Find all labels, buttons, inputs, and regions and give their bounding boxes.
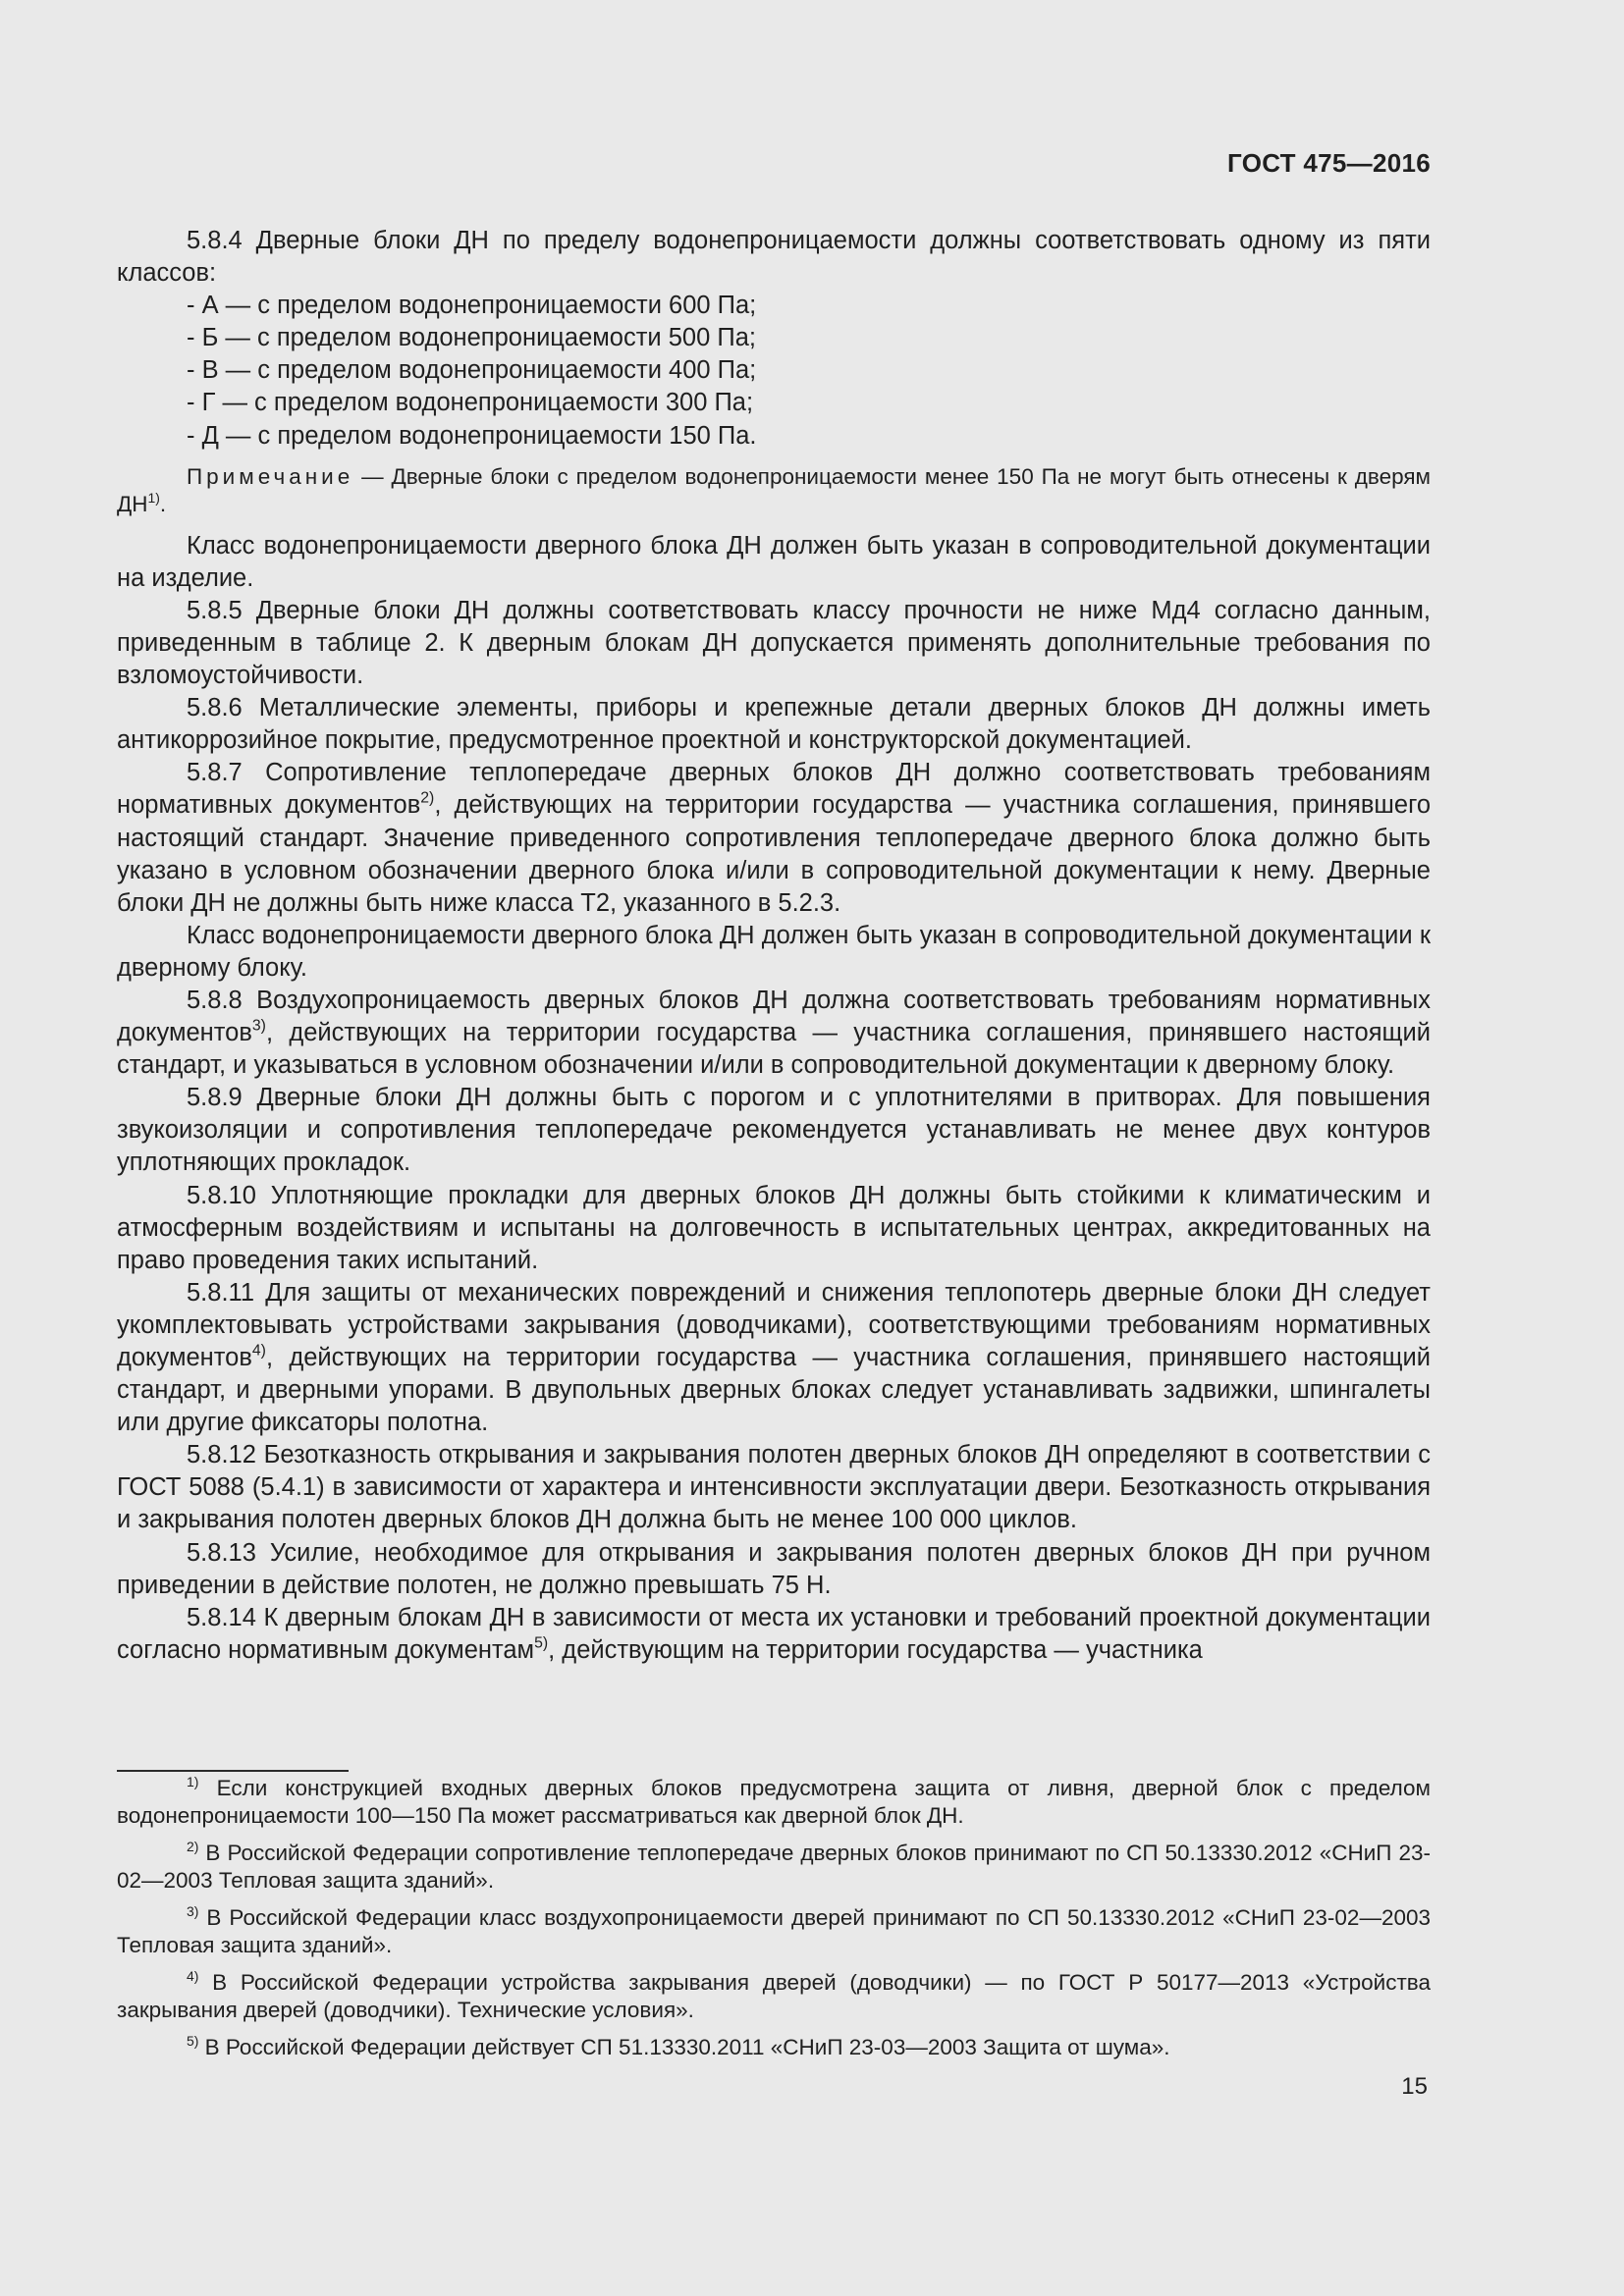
paragraph-5-8-7-a: 5.8.7 Сопротивление теплопередаче дверных блоков ДН должно соответствовать требованиям нормативных документов <box>117 759 1431 820</box>
paragraph-5-8-8-b: , действующих на территории государства — участника соглашения, принявшего настоящий стандарт, и указываться в условном обозначении и/или в сопроводительной документации к дверному блоку. <box>117 1019 1431 1080</box>
paragraph-5-8-13: 5.8.13 Усилие, необходимое для открывания и закрывания полотен дверных блоков ДН при ручном приведении в действие полотен, не должно превышать 75 Н. <box>117 1538 1431 1599</box>
footnote-mark: 2) <box>187 1839 199 1855</box>
footnote-text: В Российской Федерации класс воздухопроницаемости дверей принимают по СП 50.13330.2012 «СНиП 23-02—2003 Тепловая защита зданий». <box>117 1905 1431 1957</box>
paragraph-5-8-11-a: 5.8.11 Для защиты от механических повреждений и снижения теплопотерь дверные блоки ДН следует укомплектовывать устройствами закрывания (доводчиками), соответствующими требованиям нормативных документов <box>117 1278 1431 1371</box>
footnote-mark: 1) <box>187 1773 199 1789</box>
footnote-text: В Российской Федерации сопротивление теплопередаче дверных блоков принимают по СП 50.13330.2012 «СНиП 23-02—2003 Тепловая защита зданий». <box>117 1841 1431 1893</box>
class-item-v: - В — с пределом водонепроницаемости 400 Па; <box>187 356 757 385</box>
paragraph-class-1: Класс водонепроницаемости дверного блока ДН должен быть указан в сопроводительной документации на изделие. <box>117 531 1431 592</box>
footnote-4 <box>117 1969 1431 2024</box>
class-item-g: - Г — с пределом водонепроницаемости 300 Па; <box>187 389 754 417</box>
paragraph-5-8-5: 5.8.5 Дверные блоки ДН должны соответствовать классу прочности не ниже Мд4 согласно данным, приведенным в таблице 2. К дверным блокам ДН допускается применять дополнительные требования по взломоустойчивости. <box>117 596 1431 690</box>
footnote-ref-3: 3) <box>251 1017 266 1035</box>
footnote-ref-2: 2) <box>420 790 435 808</box>
page-number: 15 <box>1401 2073 1428 2100</box>
paragraph-5-8-4: 5.8.4 Дверные блоки ДН по пределу водонепроницаемости должны соответствовать одному из пяти классов: <box>117 227 1431 288</box>
paragraph-class-2: Класс водонепроницаемости дверного блока ДН должен быть указан в сопроводительной документации к дверному блоку. <box>117 921 1431 982</box>
paragraph-5-8-7-b: , действующих на территории государства — участника соглашения, принявшего настоящий стандарт. Значение приведенного сопротивления теплопередаче дверного блока должно быть указано в условном обозначении дверного блока и/или в сопроводительной документации к нему. Дверные блоки ДН не должны быть ниже класса Т2, указанного в 5.2.3. <box>117 791 1431 917</box>
paragraph-5-8-6: 5.8.6 Металлические элементы, приборы и крепежные детали дверных блоков ДН должны иметь антикоррозийное покрытие, предусмотренное проектной и конструкторской документацией. <box>117 694 1431 755</box>
paragraph-5-8-14 <box>117 1602 1431 1667</box>
paragraph-5-8-7 <box>117 757 1431 919</box>
paragraph-5-8-11 <box>117 1277 1431 1439</box>
paragraph-5-8-14-b: , действующим на территории государства — участника <box>548 1635 1203 1664</box>
paragraph-5-8-8 <box>117 985 1431 1082</box>
paragraph-5-8-10: 5.8.10 Уплотняющие прокладки для дверных блоков ДН должны быть стойкими к климатическим и атмосферным воздействиям и испытаны на долговечность в испытательных центрах, аккредитованных на право проведения таких испытаний. <box>117 1181 1431 1274</box>
paragraph-5-8-9: 5.8.9 Дверные блоки ДН должны быть с порогом и с уплотнителями в притворах. Для повышения звукоизоляции и сопротивления теплопередаче рекомендуется устанавливать не менее двух контуров уплотняющих прокладок. <box>117 1084 1431 1177</box>
footnote-5 <box>117 2034 1431 2061</box>
document-header: ГОСТ 475—2016 <box>1227 148 1431 178</box>
footnote-text: Если конструкцией входных дверных блоков предусмотрена защита от ливня, дверной блок с пределом водонепроницаемости 100—150 Па может рассматриваться как дверной блок ДН. <box>117 1776 1431 1828</box>
footnote-ref-1: 1) <box>147 489 160 506</box>
note-end: . <box>159 491 167 516</box>
main-text <box>117 225 1431 1667</box>
footnotes <box>117 1775 1431 2072</box>
footnote-mark: 3) <box>187 1903 199 1920</box>
footnote-1 <box>117 1775 1431 1830</box>
footnote-2 <box>117 1840 1431 1895</box>
note-label: Примечание <box>187 463 354 489</box>
paragraph-5-8-14-a: 5.8.14 К дверным блокам ДН в зависимости от места их установки и требований проектной документации согласно нормативным документам <box>117 1603 1431 1664</box>
note <box>117 463 1431 518</box>
footnote-ref-4: 4) <box>251 1342 266 1360</box>
footnote-ref-5: 5) <box>534 1634 549 1652</box>
paragraph-5-8-12: 5.8.12 Безотказность открывания и закрывания полотен дверных блоков ДН определяют в соответствии с ГОСТ 5088 (5.4.1) в зависимости от характера и интенсивности эксплуатации двери. Безотказность открывания и закрывания полотен дверных блоков ДН должна быть не менее 100 000 циклов. <box>117 1441 1431 1534</box>
paragraph-5-8-11-b: , действующих на территории государства — участника соглашения, принявшего настоящий стандарт, и дверными упорами. В двупольных дверных блоках следует устанавливать задвижки, шпингалеты или другие фиксаторы полотна. <box>117 1344 1431 1437</box>
class-item-a: - А — с пределом водонепроницаемости 600 Па; <box>187 292 757 320</box>
footnote-3 <box>117 1904 1431 1959</box>
class-item-d: - Д — с пределом водонепроницаемости 150 Па. <box>187 421 757 450</box>
note-text: — Дверные блоки с пределом водонепроницаемости менее 150 Па не могут быть отнесены к дверям ДН <box>117 463 1431 516</box>
footnote-divider <box>117 1770 349 1772</box>
paragraph-5-8-8-a: 5.8.8 Воздухопроницаемость дверных блоков ДН должна соответствовать требованиям нормативных документов <box>117 986 1431 1047</box>
footnote-text: В Российской Федерации действует СП 51.13330.2011 «СНиП 23-03—2003 Защита от шума». <box>198 2035 1170 2060</box>
class-item-b: - Б — с пределом водонепроницаемости 500 Па; <box>187 324 756 352</box>
footnote-mark: 4) <box>187 1968 199 1985</box>
footnote-mark: 5) <box>187 2033 199 2050</box>
footnote-text: В Российской Федерации устройства закрывания дверей (доводчики) — по ГОСТ Р 50177—2013 «Устройства закрывания дверей (доводчики). Технические условия». <box>117 1970 1431 2023</box>
